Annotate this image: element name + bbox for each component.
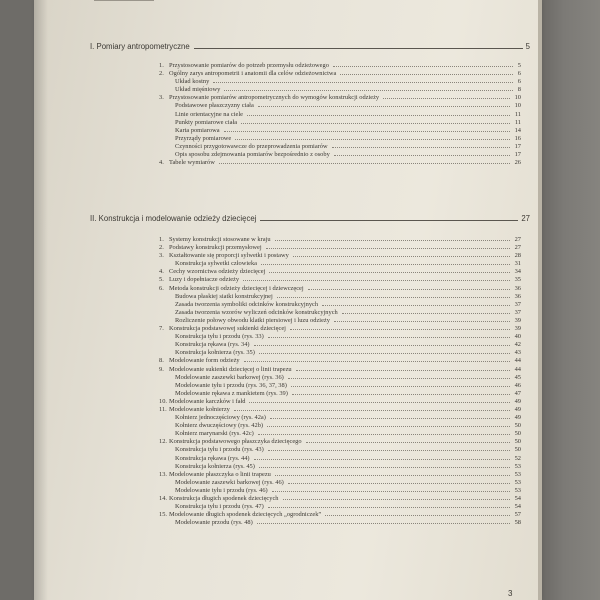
toc-entry-page: 10 [514, 94, 521, 102]
toc-entry [159, 94, 521, 102]
leader-dots [269, 272, 510, 273]
toc-entry [159, 127, 521, 135]
leader-dots [247, 115, 510, 116]
toc-entry [159, 406, 521, 414]
toc-entry-page: 50 [514, 422, 521, 430]
toc-entry-page: 34 [514, 268, 521, 276]
toc-entry [159, 487, 521, 495]
leader-dots [224, 131, 510, 132]
toc-entry [159, 438, 521, 446]
toc-entry-page: 16 [514, 134, 521, 142]
toc-entry [159, 62, 521, 70]
toc-entry-title: Modelowanie sukienki dziecięcej o linii trapezu [169, 365, 292, 373]
toc-entry-title: Systemy konstrukcji stosowane w kraju [169, 236, 271, 243]
leader-dots [292, 394, 510, 395]
toc-entry-title: Cechy wzornictwa odzieży dziecięcej [169, 268, 266, 276]
toc-entry [159, 471, 521, 479]
toc-entry [159, 78, 521, 86]
toc-entry-page: 8 [517, 86, 521, 94]
leader-dots [288, 378, 510, 379]
toc-entry [159, 244, 521, 252]
section-2-toc [159, 236, 521, 527]
leader-dots [272, 491, 510, 492]
leader-dots [266, 248, 510, 249]
toc-entry-title: Modelowanie kołnierzy [169, 405, 230, 413]
toc-entry-page: 26 [514, 159, 521, 167]
toc-entry-title: Konstrukcja sylwetki człowieka [175, 260, 257, 268]
toc-entry-title: Modelowanie rękawa z mankietem (rys. 39) [175, 389, 288, 397]
toc-entry [159, 236, 521, 244]
toc-entry-number: 5. [159, 276, 164, 284]
toc-entry-title: Układ kostny [175, 78, 210, 86]
toc-entry-number: 14. [159, 495, 167, 502]
toc-entry [159, 301, 521, 309]
leader-dots [275, 240, 510, 241]
leader-dots [291, 386, 510, 387]
toc-entry-page: 46 [514, 381, 521, 389]
leader-dots [254, 459, 510, 460]
toc-entry-number: 3. [159, 252, 164, 260]
toc-entry-page: 57 [514, 511, 521, 519]
leader-dots [342, 313, 510, 314]
toc-entry-page: 49 [514, 405, 521, 413]
toc-entry-number: 2. [159, 70, 164, 78]
toc-entry [159, 119, 521, 127]
leader-dots [293, 256, 510, 257]
top-rule [94, 0, 154, 4]
leader-dots [325, 515, 510, 516]
toc-entry-title: Podstawowe płaszczyzny ciała [175, 102, 254, 110]
toc-entry-page: 43 [514, 349, 521, 357]
toc-entry-page: 11 [514, 118, 521, 126]
toc-entry-number: 8. [159, 357, 164, 365]
toc-entry-page: 5 [517, 62, 521, 69]
section-1-rule [194, 48, 523, 49]
leader-dots [234, 410, 510, 411]
toc-entry-number: 1. [159, 236, 164, 243]
toc-entry [159, 102, 521, 110]
toc-entry-title: Budowa płaskiej siatki konstrukcyjnej [175, 292, 273, 300]
leader-dots [254, 345, 510, 346]
toc-entry-title: Tabele wymiarów [169, 159, 215, 167]
toc-entry-page: 49 [514, 397, 521, 405]
page-edge [538, 0, 542, 600]
leader-dots [333, 66, 513, 67]
toc-entry-title: Kołnierz marynarski (rys. 42c) [175, 430, 254, 438]
toc-entry [159, 317, 521, 325]
toc-entry [159, 309, 521, 317]
toc-entry-title: Kołnierz dwuczęściowy (rys. 42b) [175, 422, 264, 430]
toc-entry-number: 3. [159, 94, 164, 102]
toc-entry-number: 12. [159, 438, 167, 446]
toc-entry-page: 14 [514, 126, 521, 134]
toc-entry-page: 31 [514, 260, 521, 268]
toc-entry-title: Konstrukcja podstawowej sukienki dziecięcej [169, 325, 286, 333]
toc-entry-page: 53 [514, 478, 521, 486]
toc-entry [159, 479, 521, 487]
toc-entry-title: Modelowanie karczków i fałd [169, 397, 246, 405]
leader-dots [275, 475, 510, 476]
toc-entry-title: Modelowanie przodu (rys. 48) [175, 519, 253, 527]
toc-entry-title: Zasada tworzenia symboliki odcinków konstrukcyjnych [175, 300, 319, 308]
toc-entry-page: 54 [514, 495, 521, 502]
leader-dots [258, 434, 510, 435]
toc-entry-title: Kołnierz jednoczęściowy (rys. 42a) [175, 414, 266, 422]
toc-entry-page: 17 [514, 142, 521, 150]
toc-entry-title: Modelowanie zaszewki barkowej (rys. 36) [175, 373, 284, 381]
toc-entry [159, 430, 521, 438]
leader-dots [306, 442, 510, 443]
toc-entry-number: 11. [159, 405, 167, 413]
leader-dots [383, 98, 510, 99]
leader-dots [332, 147, 510, 148]
toc-entry [159, 511, 521, 519]
toc-entry-number: 15. [159, 511, 167, 519]
leader-dots [334, 321, 510, 322]
toc-entry-page: 44 [514, 357, 521, 365]
toc-entry [159, 143, 521, 151]
toc-entry [159, 111, 521, 119]
toc-entry [159, 463, 521, 471]
toc-entry-number: 10. [159, 397, 167, 405]
leader-dots [259, 467, 510, 468]
leader-dots [288, 483, 510, 484]
toc-entry-title: Konstrukcja podstawowego płaszczyka dziecięcego [169, 438, 302, 446]
toc-entry [159, 151, 521, 159]
toc-entry-page: 17 [514, 151, 521, 159]
toc-entry-page: 44 [514, 365, 521, 373]
toc-entry-title: Karta pomiarowa [175, 126, 220, 134]
section-1-heading [90, 42, 530, 51]
toc-entry [159, 260, 521, 268]
toc-entry-title: Modelowanie zaszewki barkowej (rys. 46) [175, 478, 284, 486]
toc-entry-title: Konstrukcja kołnierza (rys. 35) [175, 349, 255, 357]
toc-entry-page: 37 [514, 300, 521, 308]
toc-entry-page: 6 [517, 78, 521, 86]
leader-dots [249, 402, 510, 403]
toc-entry [159, 422, 521, 430]
leader-dots [290, 329, 510, 330]
leader-dots [308, 289, 510, 290]
toc-entry-title: Zasada tworzenia wzorów wyliczeń odcinków konstrukcyjnych [175, 308, 338, 316]
section-2-page: 27 [521, 214, 530, 223]
toc-entry-title: Rozliczenie połowy obwodu klatki piersiowej i luzu odzieży [175, 316, 330, 324]
leader-dots [243, 280, 510, 281]
toc-entry-page: 50 [514, 438, 521, 446]
leader-dots [244, 361, 510, 362]
toc-entry-title: Modelowanie długich spodenek dziecięcych „ogrodniczek” [169, 511, 322, 519]
toc-entry-page: 27 [514, 244, 521, 252]
toc-entry [159, 398, 521, 406]
toc-entry [159, 366, 521, 374]
toc-entry [159, 349, 521, 357]
leader-dots [268, 337, 510, 338]
section-1-title: I. Pomiary antropometryczne [90, 42, 190, 51]
toc-entry [159, 357, 521, 365]
toc-entry-title: Podstawy konstrukcji przemysłowej [169, 244, 262, 252]
toc-entry-title: Układ mięśniowy [175, 86, 221, 94]
toc-entry-page: 39 [514, 316, 521, 324]
leader-dots [235, 139, 510, 140]
toc-entry-title: Konstrukcja długich spodenek dziecięcych [169, 495, 279, 502]
toc-entry-title: Konstrukcja tyłu i przodu (rys. 43) [175, 446, 264, 454]
toc-entry-title: Luzy i dopełniacze odzieży [169, 276, 240, 284]
toc-entry [159, 293, 521, 301]
leader-dots [257, 523, 510, 524]
toc-entry [159, 252, 521, 260]
toc-entry-page: 53 [514, 470, 521, 478]
leader-dots [241, 123, 510, 124]
toc-entry-title: Modelowanie tyłu i przodu (rys. 46) [175, 486, 268, 494]
toc-entry-number: 1. [159, 62, 164, 69]
toc-entry-page: 54 [514, 503, 521, 511]
leader-dots [258, 106, 510, 107]
toc-entry-title: Modelowanie tyłu i przodu (rys. 36, 37, 38) [175, 381, 287, 389]
toc-entry-number: 2. [159, 244, 164, 252]
section-1-page: 5 [525, 42, 530, 51]
toc-entry-title: Kształtowanie się proporcji sylwetki i postawy [169, 252, 289, 260]
toc-entry-title: Konstrukcja kołnierza (rys. 45) [175, 462, 255, 470]
toc-entry-page: 50 [514, 446, 521, 454]
leader-dots [277, 297, 510, 298]
leader-dots [267, 426, 510, 427]
toc-entry [159, 325, 521, 333]
section-1-toc [159, 62, 521, 167]
toc-entry-page: 10 [514, 102, 521, 110]
toc-entry-title: Konstrukcja rękawa (rys. 44) [175, 454, 250, 462]
section-2-title: II. Konstrukcja i modelowanie odzieży dziecięcej [90, 214, 257, 223]
leader-dots [340, 74, 513, 75]
toc-entry-title: Modelowanie płaszczyka o linii trapezu [169, 470, 271, 478]
toc-entry [159, 276, 521, 284]
toc-entry [159, 414, 521, 422]
toc-entry-page: 42 [514, 341, 521, 349]
toc-entry-page: 53 [514, 462, 521, 470]
toc-entry-page: 40 [514, 333, 521, 341]
toc-entry [159, 135, 521, 143]
leader-dots [334, 155, 510, 156]
toc-entry [159, 495, 521, 503]
desk-background [540, 0, 600, 600]
toc-entry [159, 70, 521, 78]
section-2-heading [90, 214, 530, 223]
section-2-rule [260, 220, 518, 221]
toc-entry-page: 49 [514, 414, 521, 422]
toc-entry [159, 519, 521, 527]
toc-entry-page: 11 [514, 110, 521, 118]
document-page [34, 0, 538, 600]
toc-entry-title: Przystosowanie pomiarów antropometrycznych do wymogów konstrukcji odzieży [169, 94, 380, 102]
toc-entry-number: 7. [159, 325, 164, 333]
leader-dots [268, 507, 510, 508]
leader-dots [219, 163, 510, 164]
toc-entry-page: 47 [514, 389, 521, 397]
toc-entry-title: Opis sposobu zdejmowania pomiarów bezpośrednio z osoby [175, 151, 330, 159]
toc-entry-page: 50 [514, 430, 521, 438]
toc-entry-page: 36 [514, 292, 521, 300]
toc-entry-page: 6 [517, 70, 521, 78]
toc-entry [159, 382, 521, 390]
toc-entry [159, 390, 521, 398]
page-number: 3 [508, 589, 513, 598]
leader-dots [224, 90, 513, 91]
toc-entry-title: Konstrukcja rękawa (rys. 34) [175, 341, 250, 349]
toc-entry-page: 28 [514, 252, 521, 260]
toc-entry [159, 374, 521, 382]
toc-entry-number: 13. [159, 470, 167, 478]
toc-entry-page: 39 [514, 325, 521, 333]
toc-entry-page: 35 [514, 276, 521, 284]
toc-entry-page: 37 [514, 308, 521, 316]
toc-entry [159, 446, 521, 454]
toc-entry-page: 27 [514, 236, 521, 243]
toc-entry-title: Przystosowanie pomiarów do potrzeb przemysłu odzieżowego [169, 62, 329, 69]
leader-dots [259, 353, 510, 354]
leader-dots [268, 450, 510, 451]
toc-entry-title: Modelowanie form odzieży [169, 357, 240, 365]
toc-entry-title: Konstrukcja tyłu i przodu (rys. 47) [175, 503, 264, 511]
toc-entry-title: Przyrządy pomiarowe [175, 134, 232, 142]
toc-entry-page: 52 [514, 454, 521, 462]
toc-entry-page: 53 [514, 486, 521, 494]
leader-dots [283, 499, 510, 500]
leader-dots [322, 305, 510, 306]
toc-entry-number: 4. [159, 268, 164, 276]
toc-entry-page: 58 [514, 519, 521, 527]
leader-dots [296, 370, 510, 371]
toc-entry-title: Ogólny zarys antropometrii i anatomii dla celów odzieżownictwa [169, 70, 337, 78]
toc-entry [159, 341, 521, 349]
toc-entry [159, 503, 521, 511]
toc-entry [159, 455, 521, 463]
toc-entry-number: 6. [159, 284, 164, 292]
leader-dots [213, 82, 513, 83]
toc-entry [159, 333, 521, 341]
toc-entry-title: Punkty pomiarowe ciała [175, 118, 238, 126]
leader-dots [270, 418, 510, 419]
toc-entry [159, 86, 521, 94]
toc-entry-page: 36 [514, 284, 521, 292]
toc-entry-title: Metoda konstrukcji odzieży dziecięcej i dziewczęcej [169, 284, 304, 292]
toc-entry [159, 159, 521, 167]
toc-entry-title: Linie orientacyjne na ciele [175, 110, 243, 118]
toc-entry-title: Czynności przygotowawcze do przeprowadzenia pomiarów [175, 142, 328, 150]
toc-entry-number: 9. [159, 365, 164, 373]
toc-entry-title: Konstrukcja tyłu i przodu (rys. 33) [175, 333, 264, 341]
toc-entry-number: 4. [159, 159, 164, 167]
toc-entry [159, 285, 521, 293]
toc-entry-page: 45 [514, 373, 521, 381]
toc-entry [159, 268, 521, 276]
leader-dots [261, 264, 510, 265]
